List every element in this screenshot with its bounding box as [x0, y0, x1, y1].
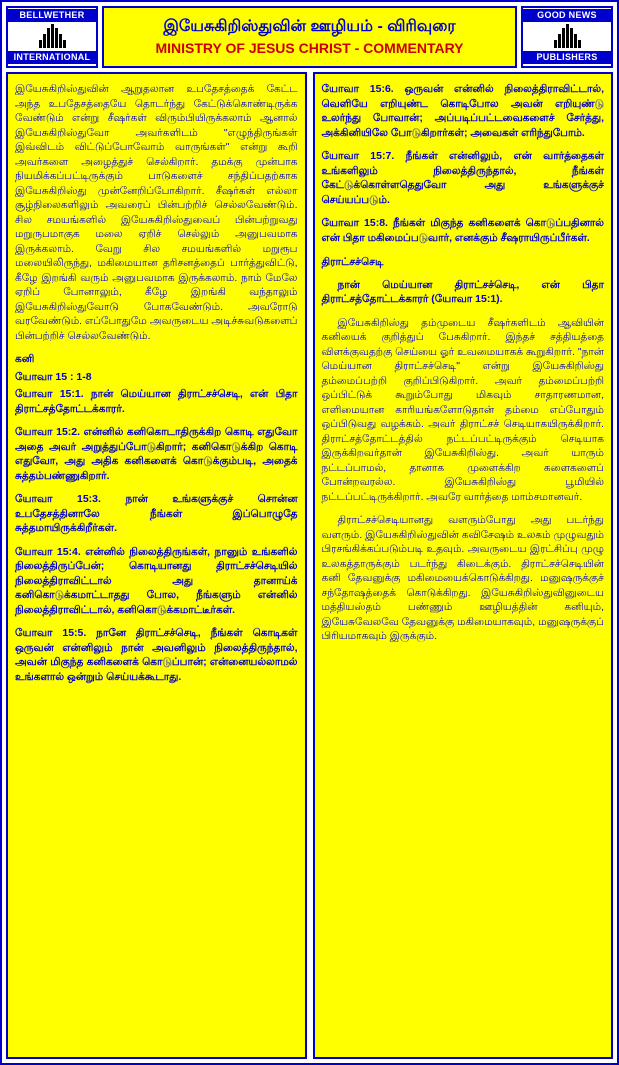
paragraph: கனி	[15, 353, 35, 365]
paragraph: யோவா 15:6. ஒருவன் என்னில் நிலைத்திராவிட்டால், வெளியே எறியுண்ட கொடிபோல அவன் எறியுண்டு உலர்ந்து போவான்; அப்படிப்பட்டவைகளைச் சேர்த்து, அக்கினியிலே போடுகிறார்கள்; அவைகள் எரிந்துபோம்.	[321, 83, 604, 139]
publisher-logo-left	[6, 6, 98, 68]
paragraph: இயேசுகிறிஸ்து தம்முடைய சீஷர்களிடம் ஆவியின் கனியைக் குறித்துப் பேசுகிறார். இந்தச் சத்தியத்தை விளக்குவதற்கு செய்யை ஓர் உவமையாகக் கூறுகிறார். "நான் மெய்யான திராட்சச்செடி" என்று இயேசுகிறிஸ்து தம்மைப்பற்றி குறிப்பிடுகிறார். அவர் தம்மைப்பற்றி ஒப்பிட்டுக் கூறும்போது மிகவும் சாதாரணமான, எளிமையான காரியங்களோடுதான் தம்மை எப்போதும் ஒப்பிடுவது வழக்கம். அவர் திராட்சச் செடியாகயிருக்கிறார். திராட்சத்தோட்டத்தில் நட்டப்பட்டிருக்கும் செடியாக இருக்கிறவர்தான் இயேசுகிறிஸ்து. அவர் யாரும் நட்டப்பாமல், தானாக முளைக்கிற களைகளைப் போன்றவரல்ல. இயேசுகிறிஸ்து பூமியில் நட்டப்பட்டிருக்கிறார். அவரே வார்த்தை மாம்சமானவர்.	[321, 316, 604, 503]
right-text-column	[313, 72, 614, 1059]
title-tamil: இயேசுகிறிஸ்துவின் ஊழியம் - விரிவுரை	[163, 18, 456, 35]
left-logo-line2: INTERNATIONAL	[8, 51, 96, 64]
paragraph: யோவா 15 : 1-8	[15, 370, 92, 383]
paragraph: யோவா 15:2. என்னில் கனிகொடாதிருக்கிற கொடி எதுவோ அதை அவர் அறுத்துப்போடுகிறார்; கனிகொடுக்கிற கொடி எதுவோ, அது அதிக கனிகளைக் கொடுக்கும்படி, அதைக் சுத்தம்பண்ணுகிறார்.	[15, 426, 298, 482]
page-header	[2, 2, 617, 68]
torch-emblem-icon	[39, 22, 66, 49]
left-text-column	[6, 72, 307, 1059]
paragraph: யோவா 15:3. நான் உங்களுக்குச் சொன்ன உபதேசத்தினாலே நீங்கள் இப்பொழுதே சுத்தமாயிருக்கிறீர்கள்.	[15, 493, 298, 534]
publisher-logo-right	[521, 6, 613, 68]
content-body	[6, 72, 613, 1059]
paragraph: யோவா 15:4. என்னில் நிலைத்திருங்கள், நானும் உங்களில் நிலைத்திருப்பேன்; கொடியானது திராட்சச்செடியில் நிலைத்திராவிட்டால் அது தானாய்க் கனிகொடுக்கமாட்டாதது போல, நீங்களும் என்னில் நிலைத்திராவிட்டால், கனிகொடுக்கமாட்டீர்கள்.	[15, 545, 298, 616]
paragraph: திராட்சச்செடி	[321, 256, 384, 268]
title-english: MINISTRY OF JESUS CHRIST - COMMENTARY	[155, 40, 464, 56]
paragraph: யோவா 15:1. நான் மெய்யான திராட்சச்செடி, என் பிதா திராட்சத்தோட்டக்காரர்.	[15, 388, 298, 415]
paragraph: யோவா 15:8. நீங்கள் மிகுந்த கனிகளைக் கொடுப்பதினால் என் பிதா மகிமைப்படுவார், எனக்கும் சீஷராயிருப்பீர்கள்.	[321, 217, 604, 244]
right-logo-line1: GOOD NEWS	[523, 9, 611, 22]
paragraph: யோவா 15:7. நீங்கள் என்னிலும், என் வார்த்தைகள் உங்களிலும் நிலைத்திருந்தால், நீங்கள் கேட்டுக்கொள்ளதெதுவோ அது உங்களுக்குச் செய்யப்படும்.	[321, 150, 604, 206]
right-logo-line2: PUBLISHERS	[523, 51, 611, 64]
paragraph: நான் மெய்யான திராட்சச்செடி, என் பிதா திராட்சத்தோட்டக்காரர் (யோவா 15:1).	[321, 278, 604, 305]
torch-emblem-icon	[554, 22, 581, 49]
left-logo-line1: BELLWETHER	[8, 9, 96, 22]
paragraph: திராட்சச்செடியானது வளரும்போது அது படர்ந்து வளரும். இயேசுகிறிஸ்துவின் கவிசேஷம் உலகம் முழுவதும் பிரசங்கிக்கப்படும்படி உதவும். அவருடைய இரட்சிப்பு முழு உலகத்தாருக்கும் படர்ந்து கிடைக்கும். திராட்சச்செடியின் கனி தேவனுக்கு மகிமையைக்கொடுக்கிறது. மனுஷருக்குச் சந்தோஷத்தைக் கொடுக்கிறது. இயேசுகிறிஸ்துவினுடைய மத்தியஸ்தம் பண்ணும் ஊழியத்தின் கனியும், இயேசுவேலவே தேவனுக்கு மகிமையாகவும், மனுஷருக்குப் பிரியமாகவும் இருக்கும்.	[321, 514, 604, 642]
paragraph: இயேசுகிறிஸ்துவின் ஆறுதலான உபதேசத்தைக் கேட்ட அந்த உபதேசத்தையே தொடர்ந்து கேட்டுக்கொண்டிருக்க வேண்டும் என்று சீஷர்கள் விரும்பியிருக்கலாம் ஆனால் இயேசுகிறிஸ்துவோ அவர்களிடம் "எழுந்திருங்கள் இவ்விடம் விட்டுப்போவோம் வாருங்கள்" என்று கூறி அவர்களை அழைத்துச் செல்கிறார். தமக்கு முன்பாக நியமிக்கப்பட்டிருக்கும் பாடுகளைச் சந்திப்பதற்காக இயேசுகிறிஸ்து முன்னேறிப்போகிறார். சீஷர்கள் எல்லா சூழ்நிலைகளிலும் அவரைப் பின்பற்றிச் செல்லவேண்டும். சில சமயங்களில் இயேசுகிறிஸ்துவைப் பின்பற்றுவது மறுருபமாகுக மலை ஏறிச் செல்லும் அனுபவமாக இருக்கலாம். வேறு சில சமயங்களில் மறுரூப மலையிலிருந்து, மகிமையான தரிசனத்தைப் பார்த்துவிட்டு, கீழே இறங்கி வரும் அனுபவமாக இருக்கலாம். நாம் மேலே ஏறிப் போனாலும், கீழே இறங்கி வந்தாலும் இயேசுகிறிஸ்துவோடு போகவேண்டும். அவரோடு வரவேண்டும். எப்போதுமே அவருடைய அடிச்சுவடுகளைப் பின்பற்றிச் செல்லவேண்டும்.	[15, 83, 298, 342]
page-title	[102, 6, 517, 68]
paragraph: யோவா 15:5. நானே திராட்சச்செடி, நீங்கள் கொடிகள் ஒருவன் என்னிலும் நான் அவனிலும் நிலைத்திருந்தால், அவன் மிகுந்த கனிகளைக் கொடுப்பான்; என்னையல்லாமல் உங்களால் ஒன்றும் செய்யக்கூடாது.	[15, 627, 298, 683]
